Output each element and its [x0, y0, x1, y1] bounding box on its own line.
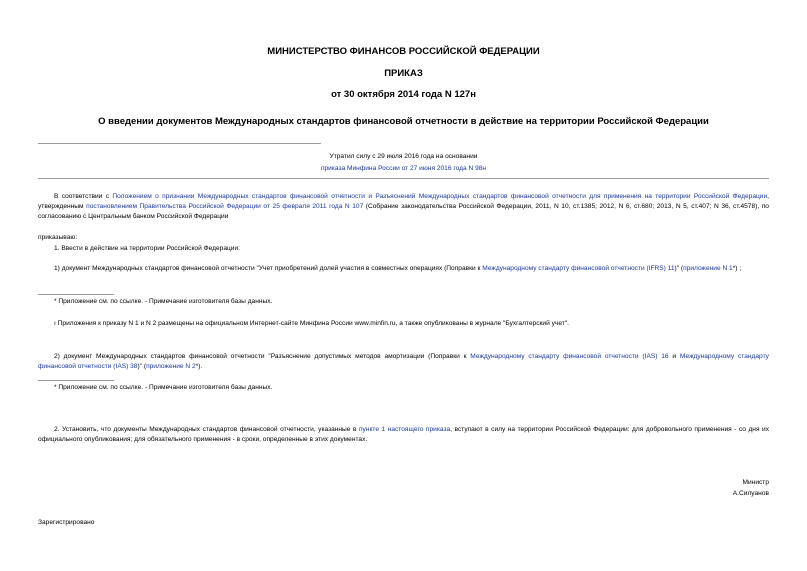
- document-date-number: от 30 октября 2014 года N 127н: [331, 89, 476, 100]
- ifrs11-link[interactable]: Международному стандарту финансовой отчетности (IFRS) 11: [482, 265, 675, 272]
- item2-paragraph: [38, 425, 769, 445]
- preamble-text-1: В соответствии с: [54, 193, 113, 200]
- footnote-rule-2: [38, 380, 114, 381]
- signatory-name: А.Силуанов: [732, 490, 769, 497]
- sub2-text-b: и: [668, 353, 680, 360]
- appendix1-link[interactable]: приложение N 1: [683, 265, 733, 272]
- registration-note: Зарегистрировано: [38, 519, 95, 526]
- appendix2-link[interactable]: приложение N 2: [146, 363, 196, 370]
- item1-reference-link[interactable]: пункте 1 настоящего приказа: [358, 426, 451, 433]
- sub2-text-c: )" (: [137, 363, 147, 370]
- resolution-link[interactable]: постановлением Правительства Российской Федерации от 25 февраля 2011 года N 107: [86, 203, 364, 210]
- sub1-text-b: )" (: [674, 265, 684, 272]
- divider-status: [38, 178, 769, 179]
- item2-text-a: 2. Установить, что документы Международных стандартов финансовой отчетности, указанные в: [54, 426, 359, 433]
- order-word: приказываю:: [38, 234, 78, 241]
- document-title: О введении документов Международных стандартов финансовой отчетности в действие на территории Российской Федерации: [98, 116, 709, 127]
- regulation-link[interactable]: Положением о признании Международных стандартов финансовой отчетности и Разъяснений Международных стандартов финансовой отчетности для применения на территории Российской Федерации: [112, 193, 768, 200]
- footnote-publication: ı Приложения к приказу N 1 и N 2 размещены на официальном Интернет-сайте Минфина России www.minfin.ru, а также опубликованы в журнале "Бухгалтерский учет".: [54, 320, 569, 327]
- item1-sub1: [38, 264, 769, 274]
- item2-text-b: , вступают в силу на территории Российской Федерации: для добровольного применения - со дня их официального опубликования; для обязательного применения - в сроки, определенные в этих документах.: [38, 426, 769, 443]
- document-type: ПРИКАЗ: [384, 68, 423, 79]
- sub1-text-a: 1) документ Международных стандартов финансовой отчетности "Учет приобретений долей участия в совместных операциях (Поправки к: [54, 265, 483, 272]
- sub2-text-d: *).: [195, 363, 203, 370]
- ministry-name: МИНИСТЕРСТВО ФИНАНСОВ РОССИЙСКОЙ ФЕДЕРАЦИИ: [267, 46, 540, 57]
- status-link-row: [0, 164, 807, 174]
- item1-sub2: [38, 352, 769, 372]
- item1-heading: 1. Ввести в действие на территории Российской Федерации:: [54, 245, 240, 252]
- repeal-order-link[interactable]: приказа Минфина России от 27 июня 2016 года N 98н: [320, 165, 487, 172]
- preamble-text-2: , утвержденным: [38, 193, 769, 210]
- preamble-text-3: (Собрание законодательства Российской Федерации, 2011, N 10, ст.1385; 2012, N 6, ст.680; 2013, N 5, ст.407; N 36, ст.4578), по согласованию с Центральным банком Российской Федерации: [38, 203, 769, 220]
- ias16-link[interactable]: Международному стандарту финансовой отчетности (IAS) 16: [470, 353, 669, 360]
- footnote-2: * Приложение см. по ссылке. - Примечание изготовителя базы данных.: [54, 384, 273, 391]
- divider-top: [38, 143, 321, 144]
- sub1-text-c: *) ;: [732, 265, 742, 272]
- signatory-position: Министр: [742, 479, 769, 486]
- preamble-paragraph: [38, 192, 769, 222]
- ias38-link[interactable]: Международному стандарту финансовой отчетности (IAS) 38: [38, 353, 769, 370]
- footnote-1: * Приложение см. по ссылке. - Примечание изготовителя базы данных.: [54, 298, 273, 305]
- status-note: Утратил силу с 29 июля 2016 года на основании: [329, 153, 478, 160]
- sub2-text-a: 2) документ Международных стандартов финансовой отчетности "Разъяснение допустимых методов амортизации (Поправки к: [54, 353, 471, 360]
- footnote-rule-1: [38, 294, 114, 295]
